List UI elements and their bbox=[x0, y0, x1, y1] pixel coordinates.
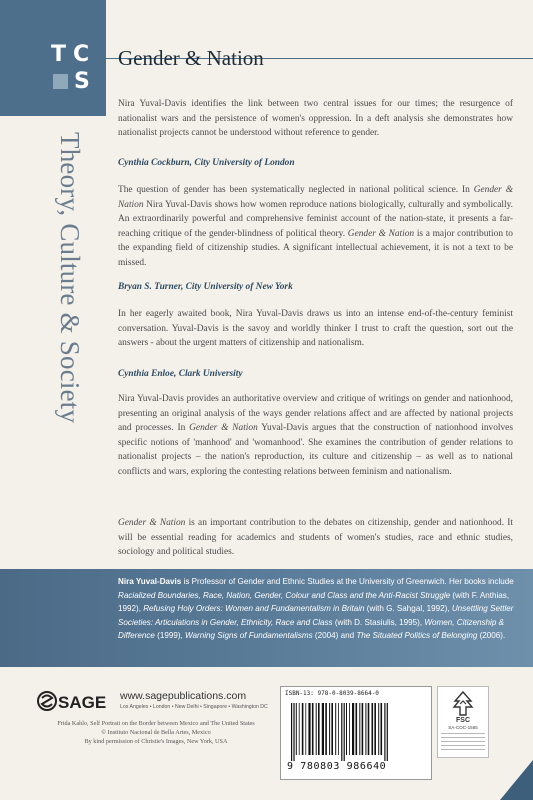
barcode-bar bbox=[322, 703, 324, 755]
logo-letter-c: C bbox=[73, 42, 90, 67]
barcode-bar bbox=[359, 703, 360, 755]
fsc-fine-print bbox=[441, 745, 485, 746]
description-paragraph: Nira Yuval-Davis provides an authoritative overview and critique of writings on gender and nationhood, presenting an original analysis of the ways gender relations affect and are affected by national projects and processes. In Gender & Nation Yuval-Davis argues that the construction of nationhood involves specific notions of 'manhood' and 'womanhood'. She examines the contribution of gender relations to nationalist projects – the nation's reproduction, its culture and citizenship – as well as to national conflicts and wars, exploring the contesting relations between feminism and nationalism. bbox=[118, 394, 513, 477]
barcode-bar bbox=[308, 703, 310, 755]
barcode-guard-bar bbox=[344, 703, 345, 761]
barcode-bar bbox=[305, 703, 306, 755]
barcode bbox=[280, 686, 432, 780]
author-bio: Nira Yuval-Davis is Professor of Gender and Ethnic Studies at the University of Greenwich. Her books include Racialized Boundaries, Race, Nation, Gender, Colour and Class and the Anti-Racist Struggle (with F. Anthias, 1992), Refusing Holy Orders: Women and Fundamentalism in Britain (with G. Sahgal, 1992), Unsettling Settler Societies: Articulations in Gender, Ethnicity, Race and Class (with D. Stasiulis, 1995), Women, Citizenship & Difference (1999), Warning Signs of Fundamentalisms (2004) and The Situated Politics of Belonging (2006). bbox=[118, 577, 514, 641]
barcode-bar bbox=[368, 703, 370, 755]
barcode-bar bbox=[365, 703, 366, 755]
barcode-bar bbox=[346, 703, 347, 755]
endorsement-attribution: Bryan S. Turner, City University of New York bbox=[118, 282, 293, 292]
barcode-bar bbox=[362, 703, 364, 755]
barcode-bar bbox=[329, 703, 330, 755]
barcode-bar bbox=[349, 703, 350, 755]
ean-text: 9 780803 986640 bbox=[287, 761, 387, 772]
barcode-bar bbox=[312, 703, 314, 755]
fsc-fine-print bbox=[441, 749, 485, 750]
barcode-bar bbox=[381, 703, 383, 755]
publisher-cities: Los Angeles • London • New Delhi • Singapore • Washington DC bbox=[120, 704, 268, 710]
isbn-text: ISBN-13: 978-0-8039-8664-0 bbox=[285, 690, 379, 697]
logo-letter-s: S bbox=[74, 69, 90, 94]
series-logo-block bbox=[0, 0, 105, 116]
corner-triangle-icon bbox=[500, 754, 533, 800]
barcode-bar bbox=[356, 703, 358, 755]
barcode-bar bbox=[374, 703, 376, 755]
endorsement-quote: In her eagerly awaited book, Nira Yuval-Davis draws us into an intense end-of-the-century feminist conversation. Yuval-Davis is the savoy and worldly thinker I trust to craft the question, sort out the answers - about the urgent matters of citizenship and nationalism. bbox=[118, 309, 513, 349]
fsc-fine-print bbox=[441, 737, 485, 738]
publisher-url[interactable]: www.sagepublications.com bbox=[120, 690, 247, 702]
barcode-bar bbox=[318, 703, 320, 755]
logo-square-icon bbox=[53, 74, 68, 89]
barcode-bar bbox=[338, 703, 339, 755]
credit-line: Frida Kahlo, Self Portrait on the Border between Mexico and The United States bbox=[57, 720, 255, 727]
barcode-bar bbox=[316, 703, 317, 755]
endorsement-attribution: Cynthia Cockburn, City University of London bbox=[118, 158, 295, 168]
logo-letter-t: T bbox=[51, 42, 67, 67]
barcode-bar bbox=[325, 703, 327, 755]
fsc-fine-print bbox=[441, 741, 485, 742]
book-title: Gender & Nation bbox=[118, 46, 264, 70]
sage-logo-icon bbox=[37, 689, 117, 713]
barcode-bar bbox=[352, 703, 354, 755]
barcode-guard-bar bbox=[384, 703, 385, 761]
fsc-label bbox=[437, 686, 489, 758]
credit-line: By kind permission of Christie's Images, New York, USA bbox=[84, 738, 228, 745]
barcode-bar bbox=[378, 703, 379, 755]
fsc-fine-print bbox=[441, 733, 485, 734]
barcode-bar bbox=[335, 703, 336, 755]
sage-logo-text: SAGE bbox=[58, 693, 107, 712]
endorsement-quote: The question of gender has been systematically neglected in national political science. In Gender & Nation Nira Yuval-Davis shows how women reproduce nations biologically, culturally and symbolically. An extraordinarily powerful and comprehensive feminist account of the nation-state, it presents a far-reaching critique of the gender-blindness of political theory. Gender & Nation is a major contribution to the expanding field of citizenship studies. A significant intellectual achievement, it is not a text to be missed. bbox=[118, 185, 513, 268]
fsc-tree-icon bbox=[451, 691, 475, 717]
endorsement-attribution: Cynthia Enloe, Clark University bbox=[118, 369, 243, 379]
barcode-bar bbox=[299, 703, 300, 755]
cover-credit bbox=[36, 719, 276, 746]
tcs-logo bbox=[48, 44, 100, 100]
fsc-code: SA-COC-1565 bbox=[448, 725, 478, 730]
series-title: Theory, Culture & Society bbox=[55, 132, 85, 424]
fsc-text: FSC bbox=[456, 717, 470, 724]
barcode-bar bbox=[372, 703, 374, 755]
barcode-guard-bar bbox=[293, 703, 294, 761]
endorsement-quote: Nira Yuval-Davis identifies the link between two central issues for our times; the resurgence of nationalist wars and the persistence of women's oppression. In a deft analysis she demonstrates how nationalist projects cannot be understood without reference to gender. bbox=[118, 99, 513, 139]
barcode-bar bbox=[296, 703, 297, 755]
credit-line: © Instituto Nacional de Bella Artes, Mexico bbox=[101, 729, 211, 736]
barcode-guard-bar bbox=[387, 703, 388, 761]
barcode-guard-bar bbox=[341, 703, 342, 761]
description-paragraph: Gender & Nation is an important contribution to the debates on citizenship, gender and nationhood. It will be essential reading for academics and students of women's studies, race and ethnic studies, sociology and political studies. bbox=[118, 518, 513, 558]
barcode-bar bbox=[331, 703, 333, 755]
barcode-guard-bar bbox=[291, 703, 292, 761]
barcode-bars bbox=[289, 703, 423, 761]
barcode-bar bbox=[302, 703, 304, 755]
